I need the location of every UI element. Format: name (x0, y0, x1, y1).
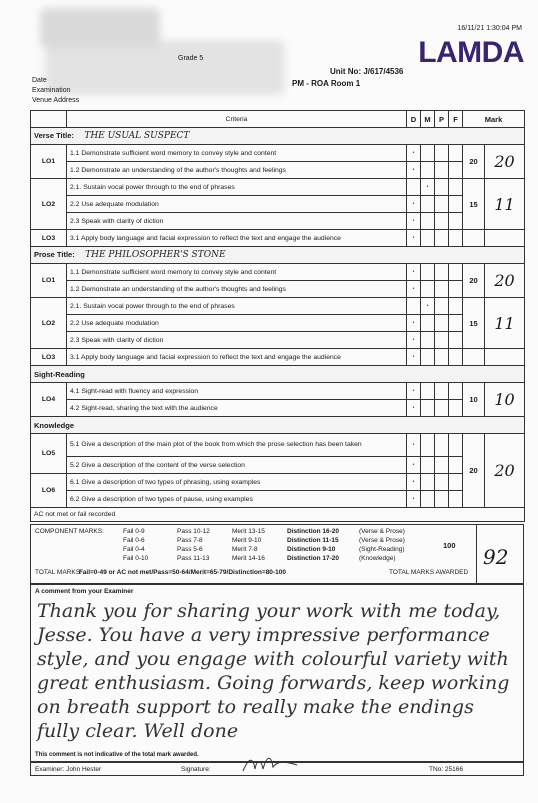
examination-label: Examination (32, 87, 71, 94)
table-header (31, 111, 525, 128)
criterion: 5.1 Give a description of the main plot of the book from which the prose selection has been taken (67, 434, 407, 457)
criteria-header: Criteria (67, 111, 407, 128)
max-mark: 20 (463, 264, 485, 298)
max-mark: 10 (463, 383, 485, 417)
table-row (31, 162, 525, 179)
criterion: 2.3 Speak with clarity of diction (67, 332, 407, 349)
criterion: 1.2 Demonstrate an understanding of the author's thoughts and feelings (67, 162, 407, 179)
sight-reading-section-row (31, 366, 525, 383)
col-mark: Mark (463, 111, 525, 128)
comment-label: A comment from your Examiner (35, 588, 134, 595)
tick-mark: • (407, 400, 421, 417)
table-row (31, 179, 525, 196)
tick-mark: • (407, 491, 421, 508)
verse-title-value: THE USUAL SUSPECT (84, 131, 190, 141)
examiner-comment-box (30, 584, 524, 762)
footer (30, 762, 524, 776)
redacted-area (45, 40, 285, 95)
lo-label: LO6 (31, 474, 67, 508)
tick-mark: • (421, 298, 435, 315)
tick-mark: • (407, 457, 421, 474)
col-p: P (435, 111, 449, 128)
examiner-name: Examiner: John Hester (35, 766, 102, 773)
max-mark: 15 (463, 179, 485, 230)
awarded-total: 92 (483, 545, 509, 569)
comment-note: This comment is not indicative of the total mark awarded. (35, 752, 199, 758)
band-pass: Pass 7-8 (177, 537, 203, 544)
criterion: 2.1. Sustain vocal power through to the end of phrases (67, 298, 407, 315)
band-merit: Merit 9-10 (232, 537, 262, 544)
table-row (31, 230, 525, 247)
col-d: D (407, 111, 421, 128)
grade-label: Grade 5 (178, 55, 204, 62)
band-scope: (Verse & Prose) (359, 528, 405, 535)
unit-number: Unit No: J/617/4536 (330, 67, 404, 76)
signature (241, 753, 301, 775)
tick-mark: • (407, 434, 421, 457)
band-distinction: Distinction 16-20 (287, 528, 340, 535)
band-distinction: Distinction 11-15 (287, 537, 339, 544)
band-distinction: Distinction 17-20 (287, 555, 340, 562)
tick-mark: • (407, 332, 421, 349)
table-row (31, 298, 525, 315)
table-row (31, 349, 525, 366)
band-row (123, 528, 405, 535)
criterion: 3.1 Apply body language and facial expression to reflect the text and engage the audience (67, 349, 407, 366)
tick-mark: • (407, 315, 421, 332)
total-row (35, 569, 286, 576)
prose-title-label: Prose Title: (34, 250, 75, 259)
verse-title-label: Verse Title: (34, 131, 74, 140)
lamda-logo: LAMDA (418, 36, 524, 69)
tick-mark: • (407, 145, 421, 162)
max-mark: 20 (463, 145, 485, 179)
tick-mark: • (407, 383, 421, 400)
band-scope: (Sight-Reading) (359, 546, 405, 553)
table-row (31, 332, 525, 349)
max-total: 100 (443, 541, 456, 550)
verse-section-row (31, 128, 525, 145)
table-row (31, 400, 525, 417)
table-row (31, 434, 525, 457)
venue-label: Venue Address (32, 97, 80, 104)
tick-mark: • (421, 179, 435, 196)
comment-text: Thank you for sharing your work with me today, Jesse. You have a very impressive performance style, and you engage with colourful variety with great enthusiasm. Going forwards, keep working on breath support to really make the endings fully clear. Well done (37, 600, 510, 742)
band-row (123, 546, 405, 553)
lo-label: LO3 (31, 230, 67, 247)
tick-mark: • (407, 281, 421, 298)
lo-label: LO1 (31, 264, 67, 298)
criterion: 6.1 Give a description of two types of phrasing, using examples (67, 474, 407, 491)
prose-section-row (31, 247, 525, 264)
criterion: 1.1 Demonstrate sufficient word memory to convey style and content (67, 145, 407, 162)
tick-mark: • (407, 264, 421, 281)
total-bands: Fail=0-49 or AC not met/Pass=50-64/Merit=65-79/Distinction=80-100 (78, 569, 286, 576)
awarded-mark: 20 (485, 145, 525, 179)
criterion: 6.2 Give a description of two types of pause, using examples (67, 491, 407, 508)
sight-reading-title: Sight-Reading (31, 366, 525, 383)
max-mark: 15 (463, 298, 485, 349)
component-marks (30, 524, 524, 584)
criterion: 1.1 Demonstrate sufficient word memory to convey style and content (67, 264, 407, 281)
lo-label: LO3 (31, 349, 67, 366)
room-label: PM - ROA Room 1 (292, 79, 361, 88)
criterion: 2.3 Speak with clarity of diction (67, 213, 407, 230)
criterion: 2.2 Use adequate modulation (67, 196, 407, 213)
table-row (31, 383, 525, 400)
awarded-mark: 11 (485, 179, 525, 230)
criterion: 3.1 Apply body language and facial expression to reflect the text and engage the audience (67, 230, 407, 247)
band-fail: Fail 0-9 (123, 528, 145, 535)
lo-label: LO5 (31, 434, 67, 474)
band-distinction: Distinction 9-10 (287, 546, 336, 553)
band-merit: Merit 14-16 (232, 555, 265, 562)
awarded-mark: 20 (485, 264, 525, 298)
col-m: M (421, 111, 435, 128)
signature-label: Signature: (181, 766, 211, 773)
band-row (123, 555, 396, 562)
table-row (31, 264, 525, 281)
lo-label: LO4 (31, 383, 67, 417)
lo-label: LO2 (31, 298, 67, 349)
table-row (31, 491, 525, 508)
band-fail: Fail 0-4 (123, 546, 145, 553)
criterion: 1.2 Demonstrate an understanding of the author's thoughts and feelings (67, 281, 407, 298)
table-row (31, 196, 525, 213)
criterion: 2.2 Use adequate modulation (67, 315, 407, 332)
tick-mark: • (407, 213, 421, 230)
table-row (31, 457, 525, 474)
tick-mark: • (407, 196, 421, 213)
awarded-mark: 10 (485, 383, 525, 417)
total-box (443, 525, 523, 583)
awarded-mark: 11 (485, 298, 525, 349)
tick-mark: • (407, 230, 421, 247)
criterion: 2.1. Sustain vocal power through to the end of phrases (67, 179, 407, 196)
criterion: 4.2 Sight-read, sharing the text with the audience (67, 400, 407, 417)
component-label: COMPONENT MARKS: (35, 528, 104, 535)
band-merit: Merit 13-15 (232, 528, 265, 535)
lo-label: LO2 (31, 179, 67, 230)
tick-mark: • (407, 162, 421, 179)
table-row (31, 281, 525, 298)
max-mark: 20 (463, 434, 485, 508)
awarded-mark: 20 (485, 434, 525, 508)
tick-mark: • (407, 349, 421, 366)
date-label: Date (32, 77, 47, 84)
band-scope: (Knowledge) (359, 555, 396, 562)
table-row (31, 474, 525, 491)
ac-note: AC not met or fail recorded (31, 508, 525, 522)
col-f: F (449, 111, 463, 128)
ac-note-row (31, 508, 525, 522)
band-pass: Pass 5-6 (177, 546, 203, 553)
tick-mark: • (407, 474, 421, 491)
table-row (31, 315, 525, 332)
band-row (123, 537, 405, 544)
prose-title-value: THE PHILOSOPHER'S STONE (85, 250, 226, 260)
total-label: TOTAL MARKS: (35, 569, 82, 576)
knowledge-title: Knowledge (31, 417, 525, 434)
criterion: 4.1 Sight-read with fluency and expression (67, 383, 407, 400)
band-pass: Pass 10-12 (177, 528, 210, 535)
band-scope: (Verse & Prose) (359, 537, 405, 544)
knowledge-section-row (31, 417, 525, 434)
timestamp: 16/11/21 1:30:04 PM (457, 25, 522, 32)
lo-label: LO1 (31, 145, 67, 179)
band-fail: Fail 0-10 (123, 555, 149, 562)
table-row (31, 213, 525, 230)
band-merit: Merit 7-8 (232, 546, 258, 553)
band-pass: Pass 11-13 (177, 555, 210, 562)
total-awarded-label: TOTAL MARKS AWARDED (389, 569, 469, 576)
criterion: 5.2 Give a description of the content of the verse selection (67, 457, 407, 474)
tno: TNo: 25166 (429, 766, 463, 773)
table-row (31, 145, 525, 162)
criteria-table (30, 110, 525, 522)
band-fail: Fail 0-6 (123, 537, 145, 544)
